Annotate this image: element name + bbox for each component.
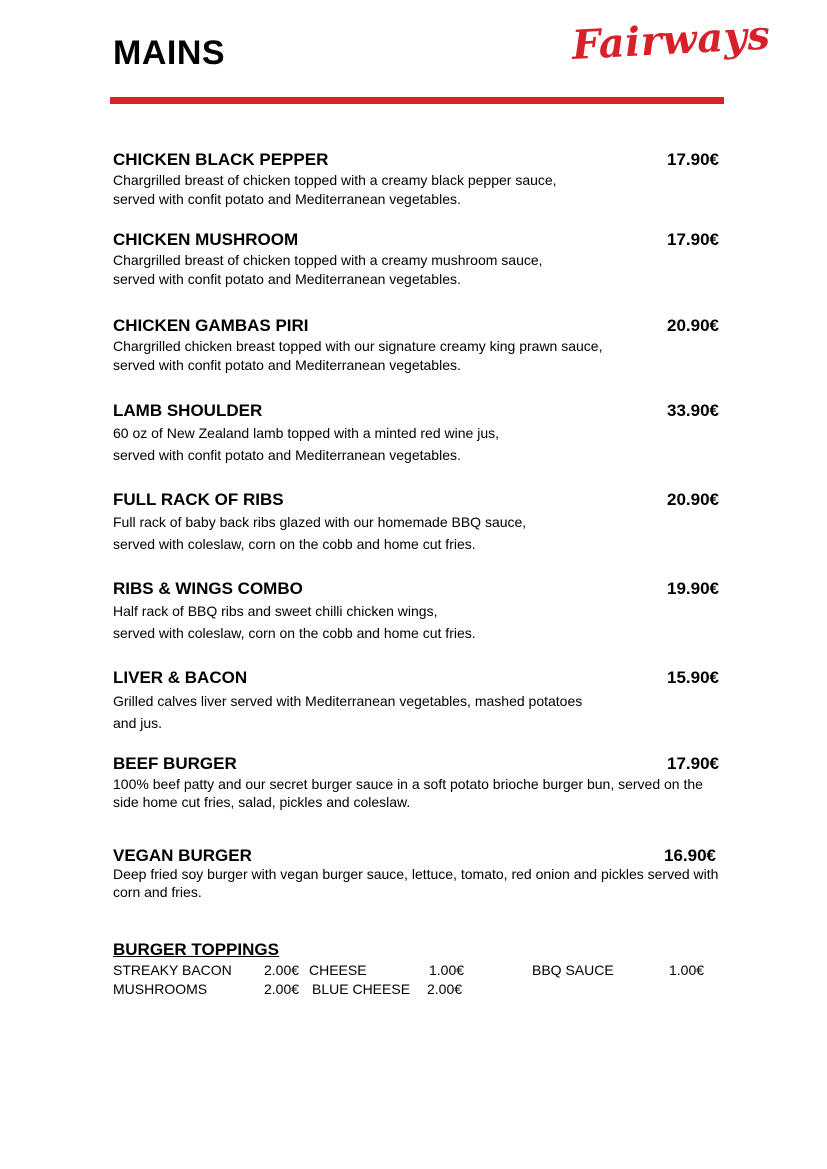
topping-price: 2.00€ (264, 981, 300, 997)
description-line: Chargrilled breast of chicken topped with a creamy black pepper sauce, (113, 172, 557, 188)
item-price: 20.90€ (667, 490, 719, 509)
menu-item (113, 754, 723, 811)
item-description (113, 171, 723, 209)
item-description (113, 511, 723, 555)
item-price: 20.90€ (667, 316, 719, 335)
item-description (113, 775, 723, 811)
description-line: served with confit potato and Mediterranean vegetables. (113, 191, 461, 207)
page-title: MAINS (113, 34, 226, 72)
item-description (113, 865, 723, 901)
burger-toppings-heading: BURGER TOPPINGS (113, 940, 279, 959)
item-price: 33.90€ (667, 401, 719, 420)
item-price: 17.90€ (667, 150, 719, 169)
description-line: served with coleslaw, corn on the cobb and home cut fries. (113, 536, 476, 552)
description-line: served with confit potato and Mediterranean vegetables. (113, 447, 461, 463)
item-name: CHICKEN BLACK PEPPER (113, 150, 329, 169)
item-name: CHICKEN MUSHROOM (113, 230, 299, 249)
topping-name: BLUE CHEESE (312, 981, 411, 997)
description-line: corn and fries. (113, 884, 202, 900)
menu-item (113, 490, 723, 555)
description-line: side home cut fries, salad, pickles and coleslaw. (113, 794, 411, 810)
topping-price: 2.00€ (427, 981, 463, 997)
item-name: VEGAN BURGER (113, 846, 252, 865)
topping-price: 1.00€ (429, 962, 465, 978)
description-line: served with confit potato and Mediterranean vegetables. (113, 271, 461, 287)
description-line: served with confit potato and Mediterranean vegetables. (113, 357, 461, 373)
description-line: Deep fried soy burger with vegan burger sauce, lettuce, tomato, red onion and pickles served with (113, 866, 719, 882)
item-name: LAMB SHOULDER (113, 401, 263, 420)
header-divider (110, 97, 724, 104)
item-price: 15.90€ (667, 668, 719, 687)
description-line: 100% beef patty and our secret burger sauce in a soft potato brioche burger bun, served on the (113, 776, 703, 792)
item-name: FULL RACK OF RIBS (113, 490, 284, 509)
menu-item (113, 579, 723, 644)
topping-name: BBQ SAUCE (532, 962, 614, 978)
item-description (113, 337, 723, 375)
item-price: 17.90€ (667, 230, 719, 249)
menu-item (113, 668, 723, 734)
topping-name: STREAKY BACON (113, 962, 232, 978)
item-price: 16.90€ (664, 846, 716, 865)
description-line: Chargrilled breast of chicken topped with a creamy mushroom sauce, (113, 252, 543, 268)
topping-price: 2.00€ (264, 962, 300, 978)
item-name: BEEF BURGER (113, 754, 237, 773)
item-description (113, 690, 723, 734)
menu-item (113, 316, 723, 375)
description-line: 60 oz of New Zealand lamb topped with a minted red wine jus, (113, 425, 499, 441)
item-name: RIBS & WINGS COMBO (113, 579, 303, 598)
description-line: Full rack of baby back ribs glazed with our homemade BBQ sauce, (113, 514, 527, 530)
topping-name: CHEESE (309, 962, 367, 978)
item-name: LIVER & BACON (113, 668, 248, 687)
item-name: CHICKEN GAMBAS PIRI (113, 316, 309, 335)
description-line: and jus. (113, 715, 163, 731)
description-line: Chargrilled chicken breast topped with our signature creamy king prawn sauce, (113, 338, 603, 354)
item-description (113, 251, 723, 289)
topping-price: 1.00€ (669, 962, 705, 978)
menu-item (113, 150, 723, 209)
fairways-logo: Fairways (570, 11, 772, 69)
description-line: Half rack of BBQ ribs and sweet chilli chicken wings, (113, 603, 438, 619)
item-price: 19.90€ (667, 579, 719, 598)
topping-name: MUSHROOMS (113, 981, 208, 997)
item-price: 17.90€ (667, 754, 719, 773)
menu-item (113, 846, 723, 901)
menu-item (113, 401, 723, 466)
item-description (113, 600, 723, 644)
item-description (113, 422, 723, 466)
description-line: Grilled calves liver served with Mediterranean vegetables, mashed potatoes (113, 693, 583, 709)
description-line: served with coleslaw, corn on the cobb and home cut fries. (113, 625, 476, 641)
menu-item (113, 230, 723, 289)
